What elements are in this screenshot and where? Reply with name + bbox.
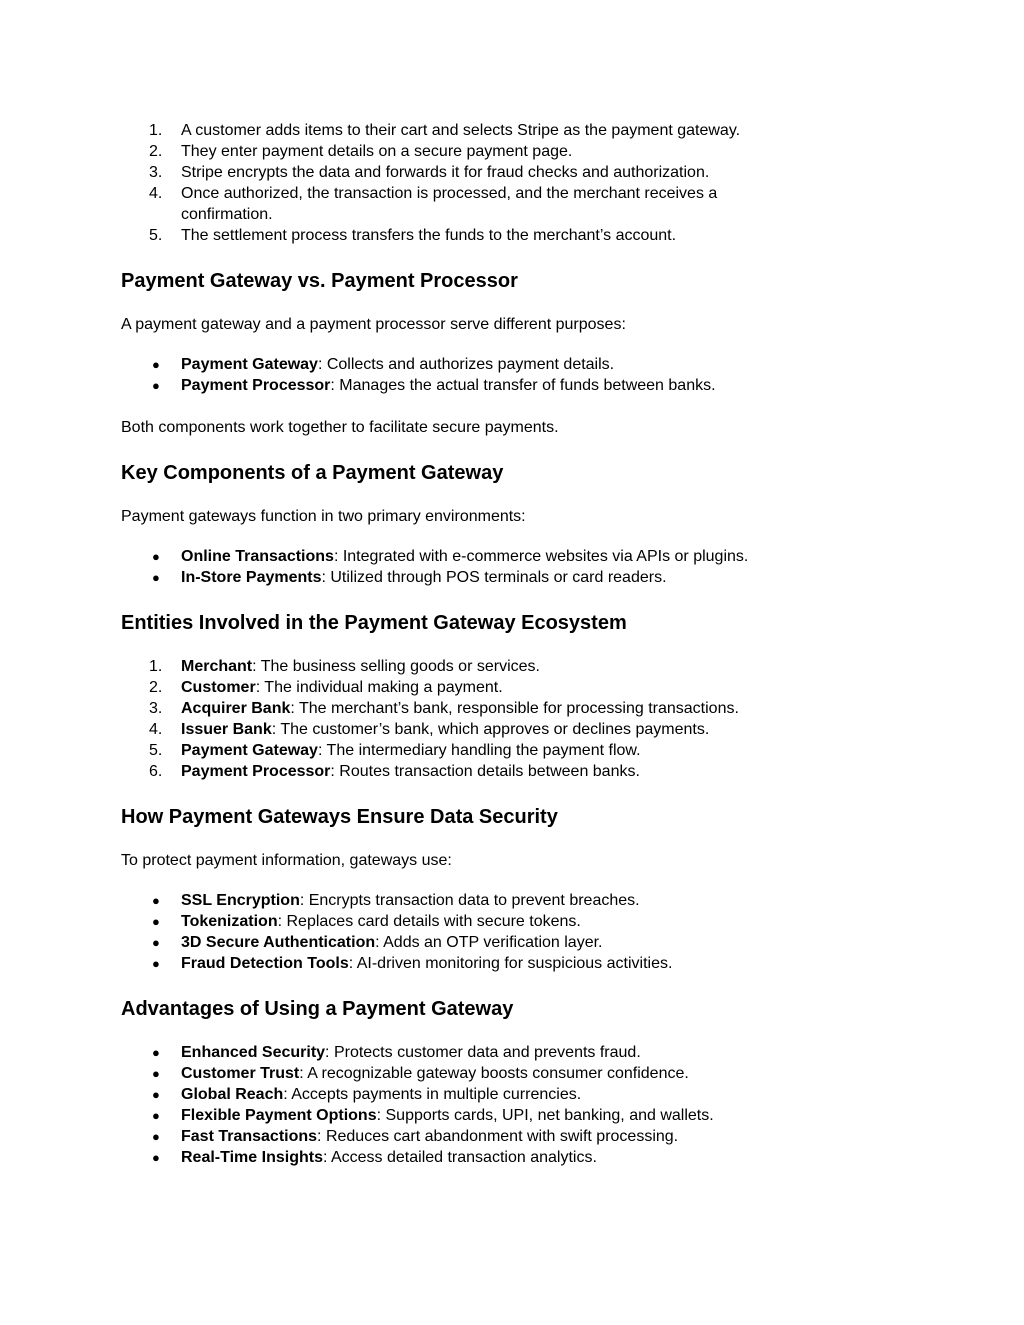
section-heading-gateway-vs-processor: Payment Gateway vs. Payment Processor <box>121 270 518 292</box>
list-number: 4. <box>149 721 163 738</box>
list-item-desc: : Replaces card details with secure tokens. <box>277 913 581 930</box>
list-item <box>121 162 901 183</box>
list-item-term: Global Reach <box>181 1086 284 1103</box>
section-intro: A payment gateway and a payment processor serve different purposes: <box>121 316 626 333</box>
list-item <box>121 141 901 162</box>
list-item-term: 3D Secure Authentication <box>181 934 376 951</box>
list-item-desc: : Collects and authorizes payment details. <box>317 356 615 373</box>
list-item-term: Payment Gateway <box>181 356 318 373</box>
section-heading-key-components: Key Components of a Payment Gateway <box>121 462 504 484</box>
list-number: 3. <box>149 700 163 717</box>
intro-steps-list <box>121 120 901 246</box>
gateway-vs-processor-list <box>121 354 901 396</box>
bullet-icon: ● <box>152 549 160 564</box>
section-outro: Both components work together to facilitate secure payments. <box>121 419 559 436</box>
bullet-icon: ● <box>152 1066 160 1081</box>
list-item-desc: : A recognizable gateway boosts consumer confidence. <box>299 1065 689 1082</box>
list-item <box>121 911 901 932</box>
list-item-term: Tokenization <box>181 913 278 930</box>
list-item <box>121 354 901 375</box>
bullet-icon: ● <box>152 914 160 929</box>
list-item-term: Payment Processor <box>181 377 331 394</box>
list-item <box>121 120 901 141</box>
list-item-desc: : The intermediary handling the payment flow. <box>317 742 641 759</box>
list-item-desc: : Routes transaction details between banks. <box>330 763 640 780</box>
list-number: 2. <box>149 679 163 696</box>
bullet-icon: ● <box>152 1150 160 1165</box>
list-item-term: In-Store Payments <box>181 569 322 586</box>
list-item <box>121 1147 901 1168</box>
section-heading-entities: Entities Involved in the Payment Gateway Ecosystem <box>121 612 627 634</box>
list-item-desc: : AI-driven monitoring for suspicious activities. <box>348 955 673 972</box>
list-item-desc: : Reduces cart abandonment with swift processing. <box>317 1128 679 1145</box>
list-number: 5. <box>149 227 163 244</box>
list-item <box>121 932 901 953</box>
list-item <box>121 1084 901 1105</box>
list-item-desc: : Utilized through POS terminals or card readers. <box>321 569 667 586</box>
list-item <box>121 761 901 782</box>
list-item-desc: : Protects customer data and prevents fraud. <box>325 1044 641 1061</box>
list-item-term: Customer <box>181 679 256 696</box>
document-page <box>121 120 901 1168</box>
list-item-term: Acquirer Bank <box>181 700 291 717</box>
list-item <box>121 1126 901 1147</box>
list-item-term: Fast Transactions <box>181 1128 318 1145</box>
section-heading-advantages: Advantages of Using a Payment Gateway <box>121 998 514 1020</box>
list-item-text: They enter payment details on a secure payment page. <box>181 143 573 160</box>
bullet-icon: ● <box>152 1045 160 1060</box>
list-item <box>121 890 901 911</box>
bullet-icon: ● <box>152 935 160 950</box>
list-item <box>121 567 901 588</box>
section-intro: To protect payment information, gateways use: <box>121 852 452 869</box>
list-item-term: Payment Processor <box>181 763 331 780</box>
bullet-icon: ● <box>152 1129 160 1144</box>
list-item-term: Customer Trust <box>181 1065 300 1082</box>
list-number: 3. <box>149 164 163 181</box>
list-item-term: Enhanced Security <box>181 1044 326 1061</box>
bullet-icon: ● <box>152 570 160 585</box>
list-item-desc: : Access detailed transaction analytics. <box>322 1149 597 1166</box>
list-item-desc: : Encrypts transaction data to prevent breaches. <box>299 892 640 909</box>
list-number: 2. <box>149 143 163 160</box>
bullet-icon: ● <box>152 1087 160 1102</box>
list-item <box>121 698 901 719</box>
list-item-term: Payment Gateway <box>181 742 318 759</box>
list-item-term: Online Transactions <box>181 548 334 565</box>
list-item <box>121 546 901 567</box>
list-item <box>121 677 901 698</box>
list-item <box>121 225 901 246</box>
list-number: 5. <box>149 742 163 759</box>
list-item-desc: : The business selling goods or services. <box>252 658 540 675</box>
bullet-icon: ● <box>152 378 160 393</box>
list-item-term: Real-Time Insights <box>181 1149 323 1166</box>
key-components-list <box>121 546 901 588</box>
list-item <box>121 740 901 761</box>
bullet-icon: ● <box>152 1108 160 1123</box>
list-item <box>121 183 901 225</box>
list-item <box>121 1042 901 1063</box>
list-item-desc: : The individual making a payment. <box>255 679 503 696</box>
list-item-text: A customer adds items to their cart and selects Stripe as the payment gateway. <box>181 122 741 139</box>
section-intro: Payment gateways function in two primary environments: <box>121 508 526 525</box>
list-number: 1. <box>149 658 163 675</box>
bullet-icon: ● <box>152 956 160 971</box>
data-security-list <box>121 890 901 974</box>
list-item-desc: : The merchant’s bank, responsible for processing transactions. <box>290 700 739 717</box>
advantages-list <box>121 1042 901 1168</box>
list-item-desc: : Accepts payments in multiple currencies. <box>283 1086 582 1103</box>
entities-list <box>121 656 901 782</box>
list-item <box>121 1105 901 1126</box>
list-number: 1. <box>149 122 163 139</box>
list-item <box>121 656 901 677</box>
list-number: 4. <box>149 185 163 202</box>
list-number: 6. <box>149 763 163 780</box>
list-item-desc: : Integrated with e-commerce websites via APIs or plugins. <box>333 548 749 565</box>
list-item-desc: : Manages the actual transfer of funds between banks. <box>330 377 716 394</box>
list-item-desc: : Supports cards, UPI, net banking, and wallets. <box>376 1107 714 1124</box>
list-item-term: Issuer Bank <box>181 721 272 738</box>
list-item-term: SSL Encryption <box>181 892 300 909</box>
list-item <box>121 1063 901 1084</box>
bullet-icon: ● <box>152 357 160 372</box>
list-item-text: The settlement process transfers the funds to the merchant’s account. <box>181 227 677 244</box>
list-item-text: Once authorized, the transaction is processed, and the merchant receives a confirmation. <box>181 185 718 223</box>
list-item-term: Merchant <box>181 658 253 675</box>
section-heading-data-security: How Payment Gateways Ensure Data Security <box>121 806 558 828</box>
list-item <box>121 719 901 740</box>
list-item-text: Stripe encrypts the data and forwards it for fraud checks and authorization. <box>181 164 710 181</box>
list-item <box>121 375 901 396</box>
list-item-desc: : Adds an OTP verification layer. <box>375 934 603 951</box>
list-item-term: Flexible Payment Options <box>181 1107 377 1124</box>
list-item-desc: : The customer’s bank, which approves or declines payments. <box>271 721 710 738</box>
list-item-term: Fraud Detection Tools <box>181 955 349 972</box>
bullet-icon: ● <box>152 893 160 908</box>
list-item <box>121 953 901 974</box>
